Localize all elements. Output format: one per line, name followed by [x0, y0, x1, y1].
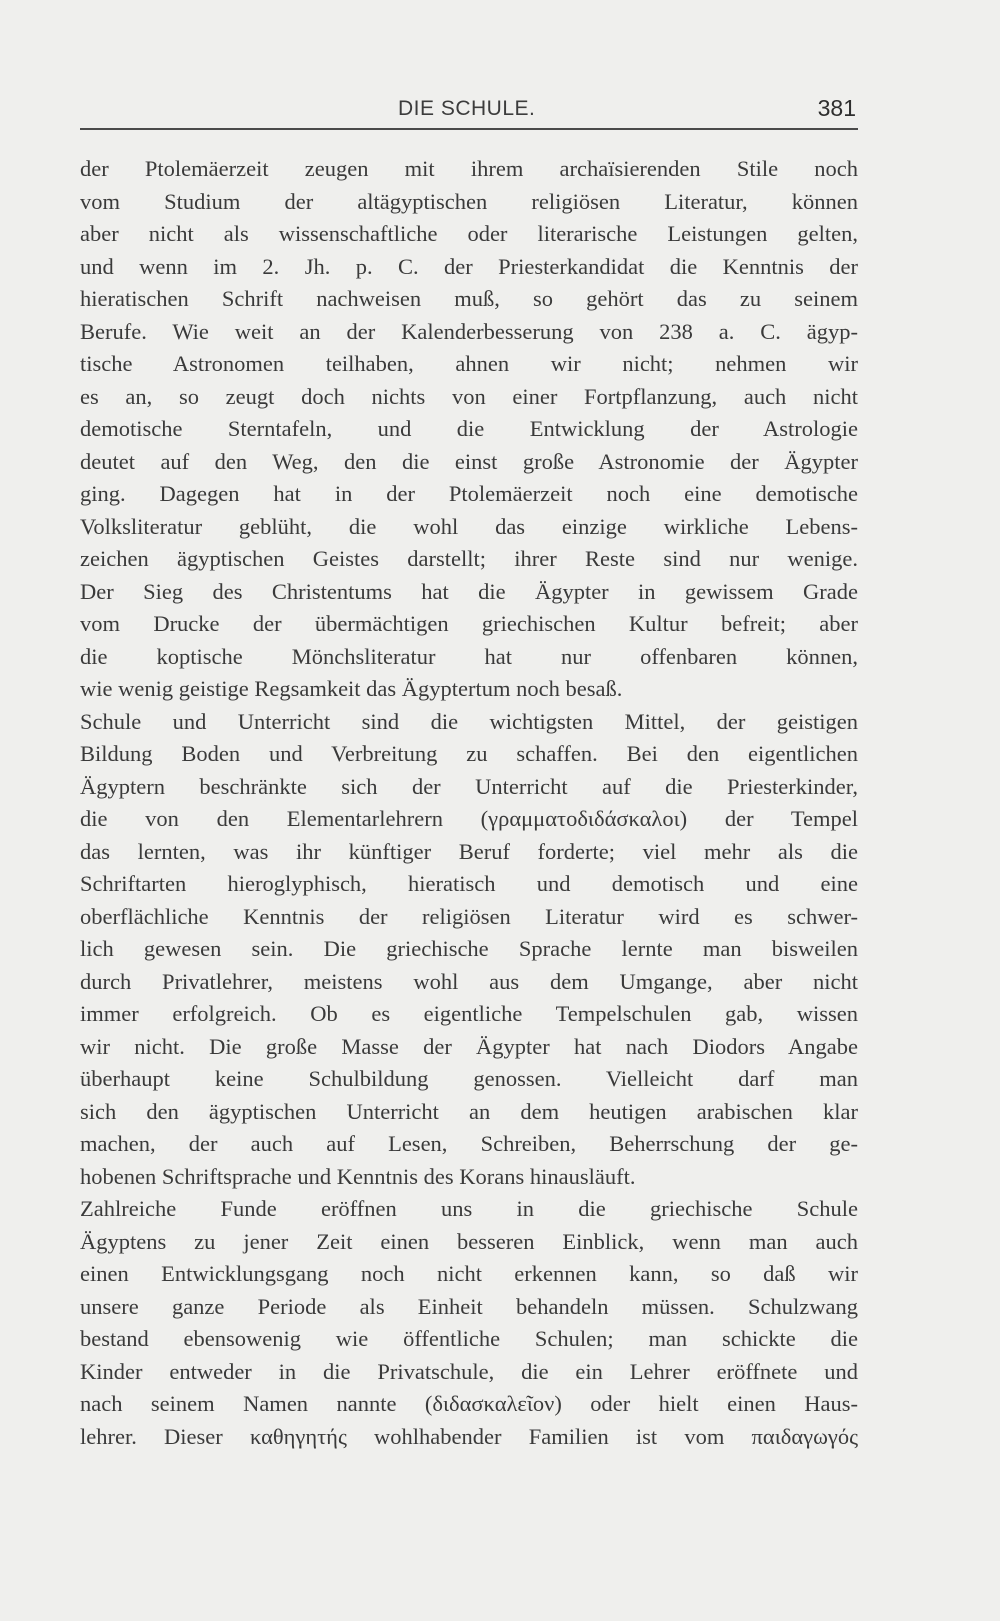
- text-line: das lernten, was ihr künftiger Beruf forderte; viel mehr als die: [80, 838, 858, 864]
- text-line: einen Entwicklungsgang noch nicht erkennen kann, so daß wir: [80, 1261, 858, 1286]
- text-line: demotische Sterntafeln, und die Entwicklung der Astrologie: [80, 416, 858, 441]
- text-line: immer erfolgreich. Ob es eigentliche Tempelschulen gab, wissen: [80, 1001, 858, 1026]
- text-line: machen, der auch auf Lesen, Schreiben, Beherrschung der ge-: [80, 1131, 858, 1156]
- text-line: wir nicht. Die große Masse der Ägypter hat nach Diodors Angabe: [80, 1033, 858, 1059]
- text-line: tische Astronomen teilhaben, ahnen wir nicht; nehmen wir: [80, 351, 858, 376]
- text-line: Kinder entweder in die Privatschule, die ein Lehrer eröffnete und: [80, 1358, 858, 1384]
- text-line: wie wenig geistige Regsamkeit das Ägyptertum noch besaß.: [80, 676, 623, 701]
- text-line: der Ptolemäerzeit zeugen mit ihrem archaïsierenden Stile noch: [80, 156, 858, 181]
- text-line: und wenn im 2. Jh. p. C. der Priesterkandidat die Kenntnis der: [80, 253, 858, 279]
- text-line: unsere ganze Periode als Einheit behandeln müssen. Schulzwang: [80, 1293, 858, 1319]
- text-line: Ägyptern beschränkte sich der Unterricht auf die Priesterkinder,: [80, 773, 858, 799]
- text-line: hieratischen Schrift nachweisen muß, so gehört das zu seinem: [80, 286, 858, 311]
- text-line: zeichen ägyptischen Geistes darstellt; ihrer Reste sind nur wenige.: [80, 546, 858, 571]
- text-line: oberflächliche Kenntnis der religiösen Literatur wird es schwer-: [80, 903, 858, 929]
- text-line: deutet auf den Weg, den die einst große Astronomie der Ägypter: [80, 448, 858, 474]
- text-line: es an, so zeugt doch nichts von einer Fortpflanzung, auch nicht: [80, 383, 858, 409]
- text-line: Bildung Boden und Verbreitung zu schaffen. Bei den eigentlichen: [80, 741, 858, 766]
- text-line: aber nicht als wissenschaftliche oder literarische Leistungen gelten,: [80, 221, 858, 246]
- text-line: nach seinem Namen nannte (διδασκαλεῖον) oder hielt einen Haus-: [80, 1391, 858, 1416]
- text-line: lich gewesen sein. Die griechische Sprache lernte man bisweilen: [80, 936, 858, 961]
- text-line: lehrer. Dieser καθηγητής wohlhabender Familien ist vom παιδαγωγός: [80, 1423, 858, 1449]
- header-rule: [80, 128, 858, 130]
- text-line: ging. Dagegen hat in der Ptolemäerzeit noch eine demotische: [80, 481, 858, 506]
- text-line: die koptische Mönchsliteratur hat nur offenbaren können,: [80, 643, 858, 669]
- text-line: durch Privatlehrer, meistens wohl aus dem Umgange, aber nicht: [80, 968, 858, 994]
- text-line: Berufe. Wie weit an der Kalenderbesserung von 238 a. C. ägyp-: [80, 318, 858, 344]
- text-line: Zahlreiche Funde eröffnen uns in die griechische Schule: [80, 1196, 858, 1221]
- text-line: hobenen Schriftsprache und Kenntnis des Korans hinausläuft.: [80, 1163, 636, 1189]
- page-number: 381: [817, 95, 856, 121]
- text-line: Schriftarten hieroglyphisch, hieratisch und demotisch und eine: [80, 871, 858, 896]
- text-line: vom Studium der altägyptischen religiösen Literatur, können: [80, 188, 858, 214]
- text-line: die von den Elementarlehrern (γραμματοδιδάσκαλοι) der Tempel: [80, 806, 858, 831]
- text-line: sich den ägyptischen Unterricht an dem heutigen arabischen klar: [80, 1098, 858, 1124]
- text-line: überhaupt keine Schulbildung genossen. Vielleicht darf man: [80, 1066, 858, 1091]
- text-line: Volksliteratur geblüht, die wohl das einzige wirkliche Lebens-: [80, 513, 858, 539]
- text-line: Schule und Unterricht sind die wichtigsten Mittel, der geistigen: [80, 708, 858, 734]
- body-text: [80, 153, 858, 1453]
- text-line: Der Sieg des Christentums hat die Ägypter in gewissem Grade: [80, 578, 858, 604]
- text-line: vom Drucke der übermächtigen griechischen Kultur befreit; aber: [80, 611, 858, 636]
- running-head: DIE SCHULE.: [398, 97, 536, 120]
- text-line: bestand ebensowenig wie öffentliche Schulen; man schickte die: [80, 1326, 858, 1351]
- text-line: Ägyptens zu jener Zeit einen besseren Einblick, wenn man auch: [80, 1228, 858, 1254]
- page-header: [80, 95, 858, 127]
